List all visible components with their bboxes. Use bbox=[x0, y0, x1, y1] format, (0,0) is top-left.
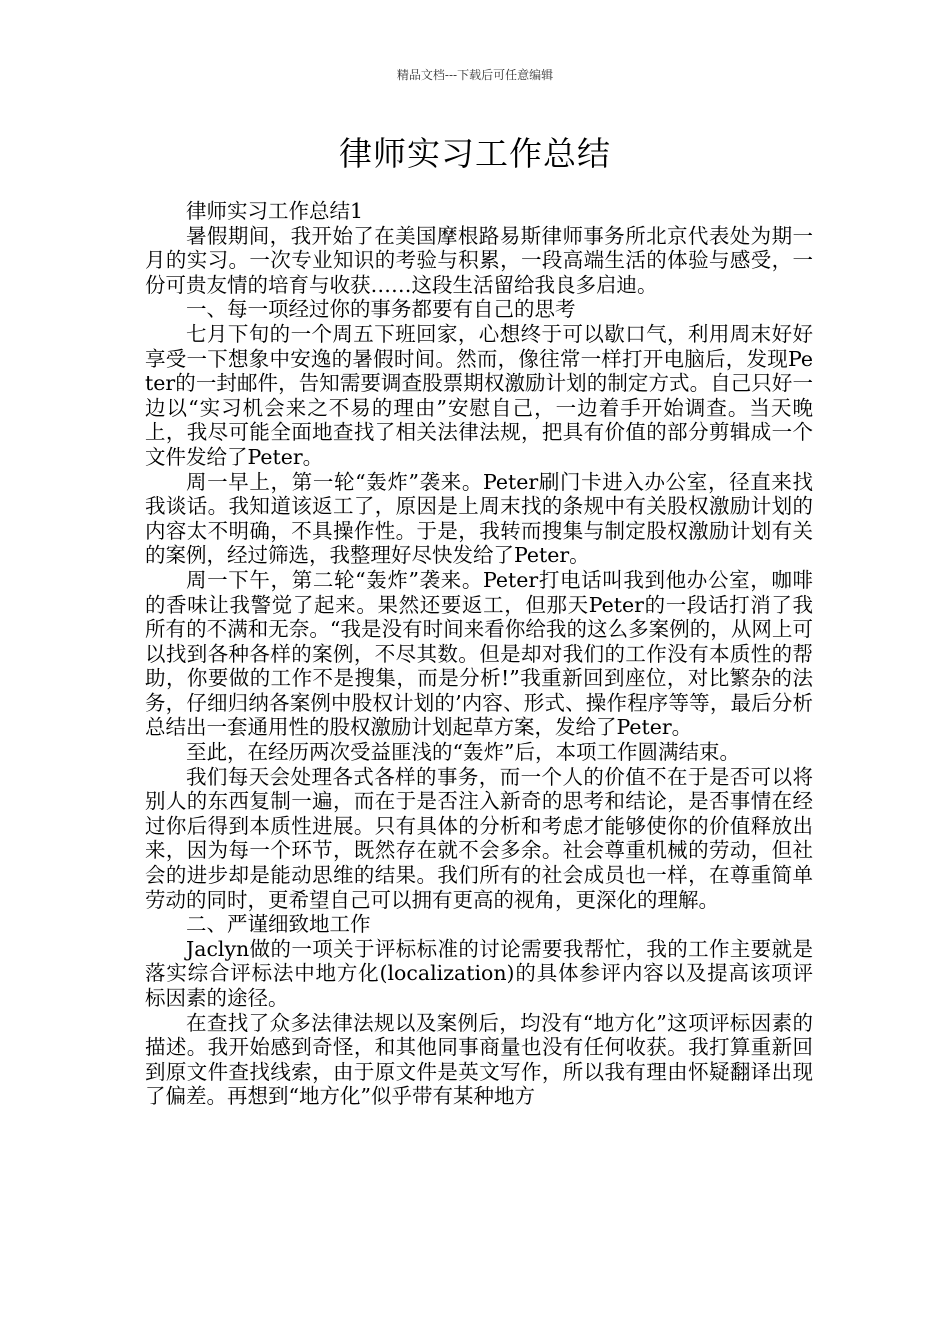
document-body bbox=[145, 199, 813, 1109]
body-paragraph: 我们每天会处理各式各样的事务，而一个人的价值不在于是否可以将别人的东西复制一遍，而在于是否注入新奇的思考和结论，是否事情在经过你后得到本质性进展。只有具体的分析和考虑才能够使你的价值释放出来，因为每一个环节，既然存在就不会多余。社会尊重机械的劳动，但社会的进步却是能动思维的结果。我们所有的社会成员也一样，在尊重简单劳动的同时，更希望自己可以拥有更高的视角，更深化的理解。 bbox=[145, 764, 813, 912]
document-title: 律师实习工作总结 bbox=[339, 134, 611, 173]
body-paragraph: 在查找了众多法律法规以及案例后，均没有“地方化”这项评标因素的描述。我开始感到奇怪，和其他同事商量也没有任何收获。我打算重新回到原文件查找线索，由于原文件是英文写作，所以我有理由怀疑翻译出现了偏差。再想到“地方化”似乎带有某种地方 bbox=[145, 1010, 813, 1109]
body-paragraph: 周一早上，第一轮“轰炸”袭来。Peter刷门卡进入办公室，径直来找我谈话。我知道该返工了，原因是上周末找的条规中有关股权激励计划的内容太不明确，不具操作性。于是，我转而搜集与制定股权激励计划有关的案例，经过筛选，我整理好尽快发给了Peter。 bbox=[145, 469, 813, 568]
section-heading: 一、每一项经过你的事务都要有自己的思考 bbox=[186, 297, 576, 322]
body-paragraph: 周一下午，第二轮“轰炸”袭来。Peter打电话叫我到他办公室，咖啡的香味让我警觉了起来。果然还要返工，但那天Peter的一段话打消了我所有的不满和无奈。“我是没有时间来看你给我的这么多案例的，从网上可以找到各种各样的案例，不尽其数。但是却对我们的工作没有本质性的帮助，你要做的工作不是搜集，而是分析!”我重新回到座位，对比繁杂的法务，仔细归纳各案例中股权计划的’内容、形式、操作程序等等，最后分析总结出一套通用性的股权激励计划起草方案，发给了Peter。 bbox=[145, 567, 813, 740]
body-paragraph: 至此，在经历两次受益匪浅的“轰炸”后，本项工作圆满结束。 bbox=[186, 740, 740, 765]
section-heading: 二、严谨细致地工作 bbox=[186, 912, 371, 937]
body-paragraph: 暑假期间，我开始了在美国摩根路易斯律师事务所北京代表处为期一月的实习。一次专业知识的考验与积累，一段高端生活的体验与感受，一份可贵友情的培育与收获……这段生活留给我良多启迪。 bbox=[145, 223, 813, 297]
header-note: 精品文档---下载后可任意编辑 bbox=[396, 68, 554, 82]
body-paragraph: 七月下旬的一个周五下班回家，心想终于可以歇口气，利用周末好好享受一下想象中安逸的暑假时间。然而，像往常一样打开电脑后，发现Peter的一封邮件，告知需要调查股票期权激励计划的制定方式。自己只好一边以“实习机会来之不易的理由”安慰自己，一边着手开始调查。当天晚上，我尽可能全面地查找了相关法律法规，把具有价值的部分剪辑成一个文件发给了Peter。 bbox=[145, 321, 813, 469]
body-paragraph: Jaclyn做的一项关于评标标准的讨论需要我帮忙，我的工作主要就是落实综合评标法中地方化(localization)的具体参评内容以及提高该项评标因素的途径。 bbox=[145, 936, 813, 1010]
subtitle-paragraph: 律师实习工作总结1 bbox=[186, 199, 364, 223]
